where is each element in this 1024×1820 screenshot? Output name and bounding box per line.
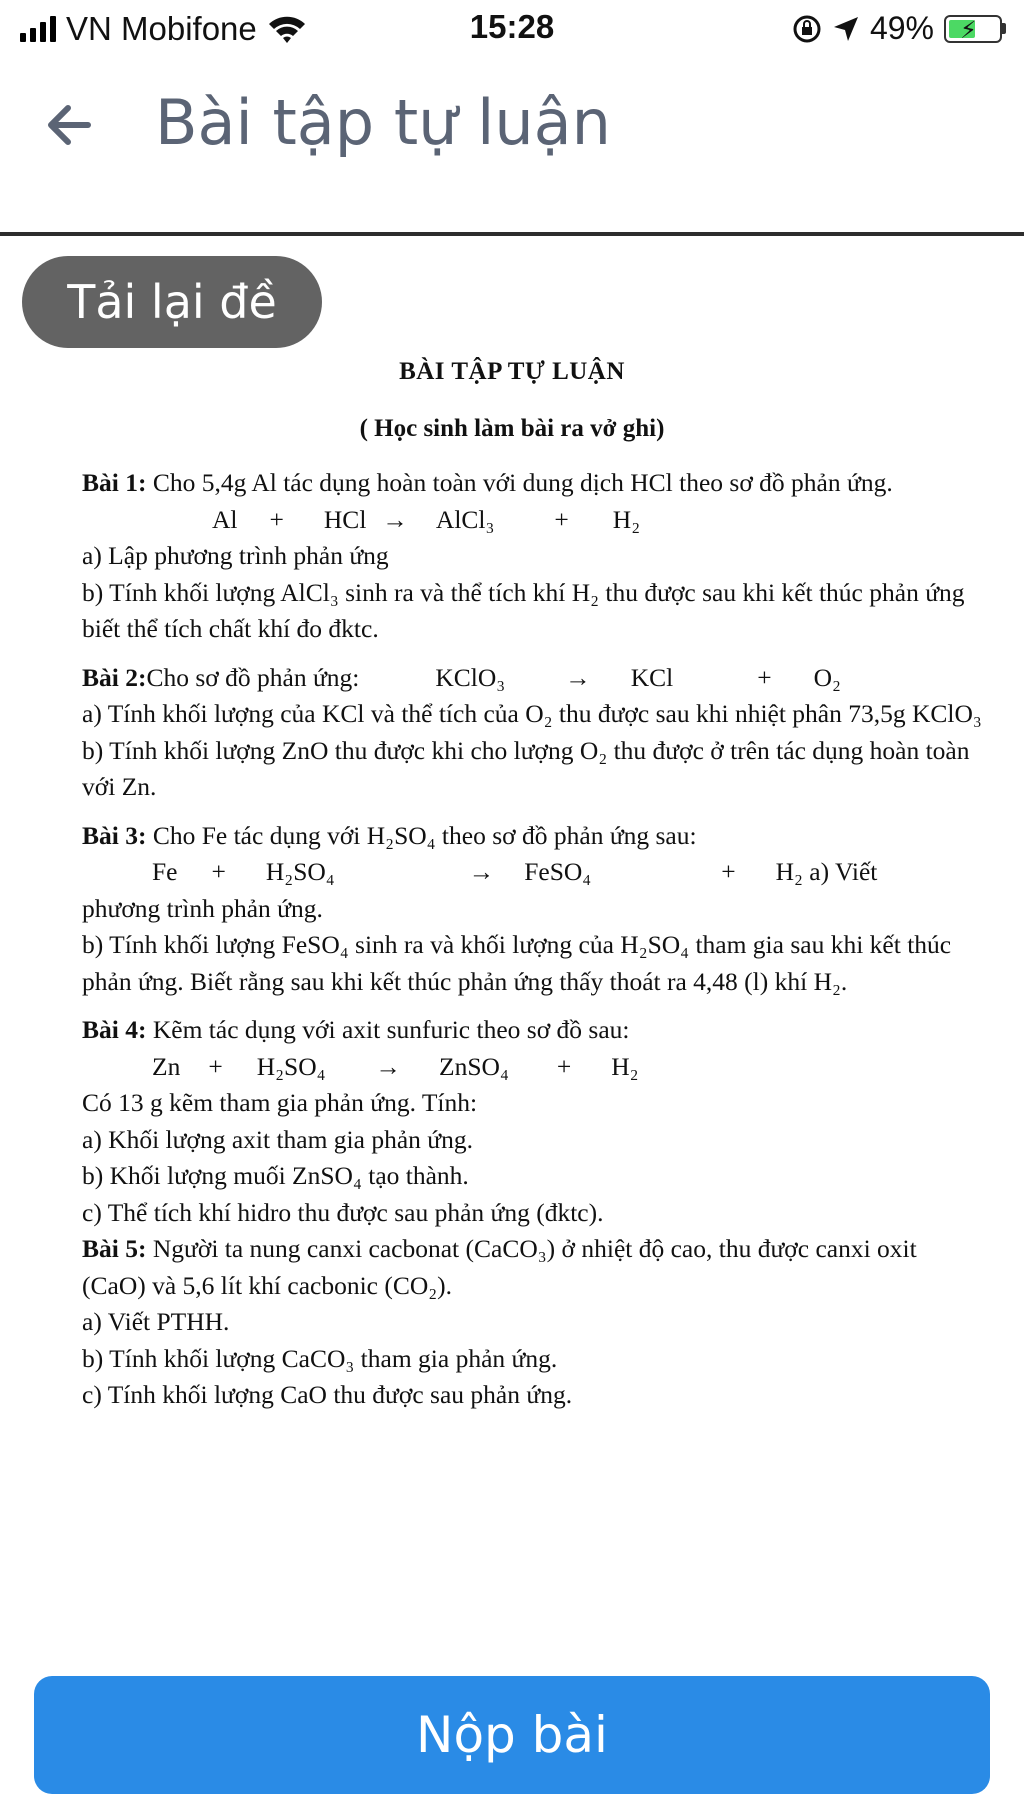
header-divider xyxy=(0,232,1024,236)
reaction-equation: Al + HCl → AlCl₃ + H₂ xyxy=(212,504,641,534)
document-subtitle: ( Học sinh làm bài ra vở ghi) xyxy=(359,414,665,442)
exercise-intro: Bài 2:Cho sơ đồ phản ứng: KClO₃ → KCl + O₂ xyxy=(82,662,841,692)
question-a: a) Khối lượng axit tham gia phản ứng. xyxy=(82,1124,473,1154)
orientation-lock-icon xyxy=(792,14,822,44)
exercise-intro: Bài 4: Kẽm tác dụng với axit sunfuric theo sơ đồ sau: xyxy=(82,1015,630,1044)
question-a: a) Lập phương trình phản ứng xyxy=(82,541,389,570)
question-c: c) Thể tích khí hidro thu được sau phản ứng (đktc). xyxy=(82,1197,604,1227)
question-b: b) Tính khối lượng FeSO₄ sinh ra và khối lượng của H₂SO₄ tham gia sau khi kết thúc phản ứng. Biết rằng sau khi kết thúc phản ứng thấy thoát ra 4,48 (l) khí H₂. xyxy=(82,930,952,996)
header xyxy=(0,80,1024,230)
exercise-document xyxy=(0,348,1024,1414)
question-b: b) Tính khối lượng ZnO thu được khi cho lượng O₂ thu được ở trên tác dụng hoàn toàn với Zn. xyxy=(82,735,970,801)
exercise-intro: Bài 3: Cho Fe tác dụng với H₂SO₄ theo sơ đồ phản ứng sau: xyxy=(82,820,697,850)
exercise-intro: Bài 5: Người ta nung canxi cacbonat (CaCO₃) ở nhiệt độ cao, thu được canxi oxit (CaO) và 5,6 lít khí cacbonic (CO₂). xyxy=(82,1234,917,1300)
exercise-4 xyxy=(0,1012,1024,1231)
carrier-name: VN Mobifone xyxy=(66,10,257,47)
reload-exam-button[interactable]: Tải lại đề xyxy=(22,256,322,348)
clock: 15:28 xyxy=(469,8,555,45)
battery-icon: ⚡ xyxy=(944,15,1006,43)
location-arrow-icon xyxy=(832,15,860,43)
page-title: Bài tập tự luận xyxy=(155,86,611,159)
exercise-2 xyxy=(0,660,1024,806)
question-b: b) Tính khối lượng AlCl₃ sinh ra và thể tích khí H₂ thu được sau khi kết thúc phản ứng biết thể tích chất khí đo đktc. xyxy=(82,577,965,643)
question-a: a) Viết PTHH. xyxy=(82,1307,230,1336)
back-arrow-icon[interactable] xyxy=(42,98,96,152)
exercise-1 xyxy=(0,465,1024,648)
question-a: a) Tính khối lượng của KCl và thể tích của O₂ thu được sau khi nhiệt phân 73,5g KClO₃ xyxy=(82,699,982,728)
status-bar xyxy=(0,0,1024,58)
reaction-equation: Fe + H₂SO₄ → FeSO₄ + H₂ a) Viết xyxy=(152,857,878,886)
submit-button[interactable]: Nộp bài xyxy=(34,1676,990,1794)
given-data: Có 13 g kẽm tham gia phản ứng. Tính: xyxy=(82,1088,478,1117)
reaction-equation: Zn + H₂SO₄ → ZnSO₄ + H₂ xyxy=(152,1051,639,1081)
battery-percent: 49% xyxy=(869,10,934,46)
exercise-5 xyxy=(0,1231,1024,1414)
question-c: c) Tính khối lượng CaO thu được sau phản ứng. xyxy=(82,1380,573,1409)
exercise-intro: Bài 1: Cho 5,4g Al tác dụng hoàn toàn với dung dịch HCl theo sơ đồ phản ứng. xyxy=(82,468,893,497)
equation-continuation: phương trình phản ứng. xyxy=(82,893,323,923)
question-b: b) Tính khối lượng CaCO₃ tham gia phản ứng. xyxy=(82,1343,558,1373)
question-b: b) Khối lượng muối ZnSO₄ tạo thành. xyxy=(82,1161,469,1190)
status-right xyxy=(792,10,1006,47)
exercise-3 xyxy=(0,818,1024,1001)
document-title: BÀI TẬP TỰ LUẬN xyxy=(399,358,625,385)
